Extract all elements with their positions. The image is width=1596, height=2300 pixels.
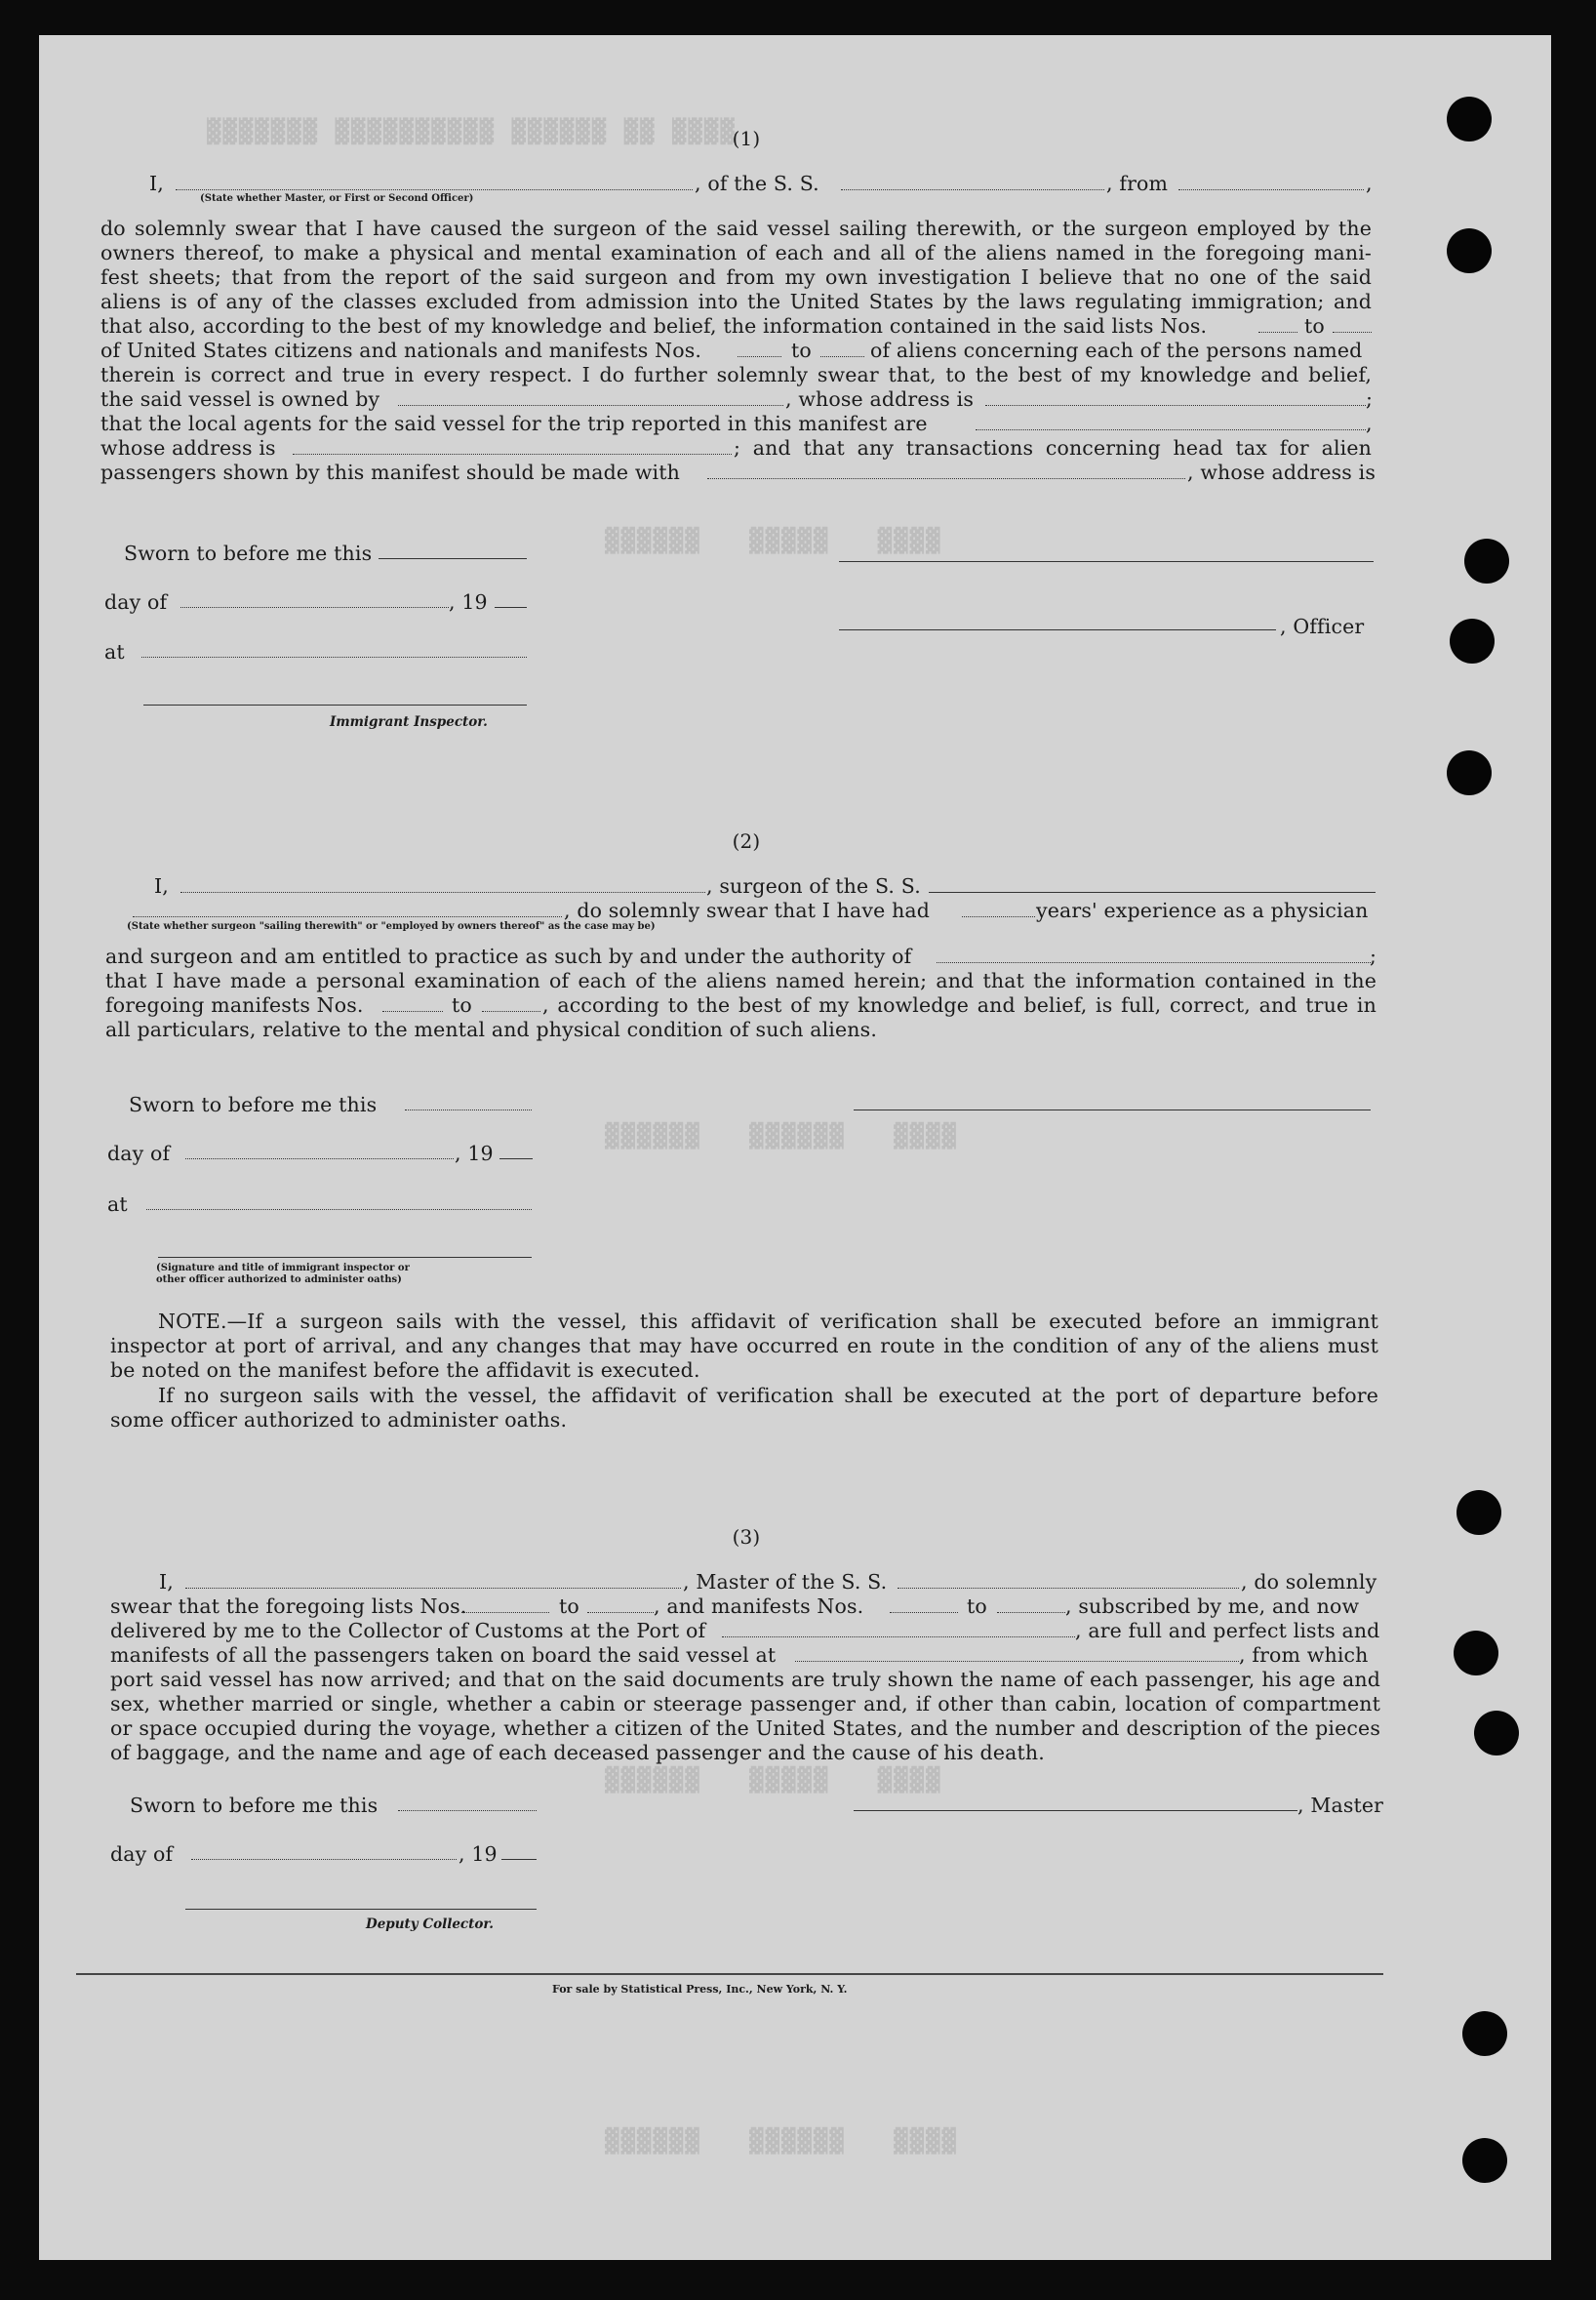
s1-head-tax-label: passengers shown by this manifest should be made with bbox=[100, 461, 680, 484]
s1-paragraph-line: do solemnly swear that I have caused the surgeon of the said vessel sailing therewith, or the surgeon employed by the bbox=[100, 217, 1372, 240]
s1-sworn-date-field[interactable] bbox=[379, 558, 527, 559]
s3-lists-to-field[interactable] bbox=[587, 1612, 654, 1613]
s1-ss-label: , of the S. S. bbox=[695, 172, 819, 195]
s2-ss-label: , surgeon of the S. S. bbox=[706, 874, 921, 898]
s3-port-label: delivered by me to the Collector of Customs at the Port of bbox=[110, 1619, 706, 1642]
s1-vessel-field[interactable] bbox=[841, 189, 1104, 190]
s3-master-signature-line[interactable] bbox=[854, 1810, 1297, 1811]
s1-from-label: , from bbox=[1106, 172, 1169, 195]
s3-from-which-label: , from which bbox=[1239, 1643, 1369, 1667]
s1-from-field[interactable] bbox=[1178, 189, 1364, 190]
s1-semicolon: ; bbox=[1366, 387, 1374, 411]
s3-to-label: to bbox=[559, 1594, 579, 1618]
s1-agents-label: that the local agents for the said vessel for the trip reported in this manifest are bbox=[100, 412, 928, 435]
s3-collector-signature-line[interactable] bbox=[185, 1909, 537, 1910]
punch-hole bbox=[1464, 539, 1509, 584]
s2-experience-label: years' experience as a physician bbox=[1036, 899, 1369, 922]
s1-at-label: at bbox=[104, 640, 125, 664]
s1-owner-field[interactable] bbox=[398, 405, 783, 406]
s2-to-label: to bbox=[452, 993, 472, 1017]
s2-paragraph-line: that I have made a personal examination of each of the aliens named herein; and that the information contained in the bbox=[105, 969, 1377, 992]
s2-note-line: inspector at port of arrival, and any changes that may have occurred en route in the condition of any of the aliens must bbox=[110, 1334, 1378, 1357]
s1-head-tax-address-label: , whose address is bbox=[1187, 461, 1377, 484]
s3-subscribed-label: , subscribed by me, and now bbox=[1065, 1594, 1360, 1618]
s3-year-field[interactable] bbox=[501, 1859, 537, 1860]
s1-officer-caption: (State whether Master, or First or Second Officer) bbox=[200, 193, 474, 204]
s1-paragraph-line: that also, according to the best of my knowledge and belief, the information contained in the said lists Nos. bbox=[100, 314, 1208, 338]
s2-signature-caption: (Signature and title of immigrant inspector or bbox=[156, 1263, 410, 1273]
s3-paragraph-line: or space occupied during the voyage, whether a citizen of the United States, and the number and description of the pieces bbox=[110, 1716, 1380, 1740]
s3-master-label: , Master bbox=[1297, 1794, 1384, 1817]
s1-agents-field[interactable] bbox=[976, 429, 1366, 430]
s1-paragraph-line: of United States citizens and nationals and manifests Nos. bbox=[100, 339, 702, 362]
s1-paragraph-line: aliens is of any of the classes excluded from admission into the United States by the laws regulating immigration; and bbox=[100, 290, 1372, 313]
s3-i-label: I, bbox=[159, 1570, 174, 1594]
s1-officer-label: , Officer bbox=[1280, 615, 1365, 638]
s3-lists-label: swear that the foregoing lists Nos. bbox=[110, 1594, 467, 1618]
s3-embarked-label: manifests of all the passengers taken on board the said vessel at bbox=[110, 1643, 777, 1667]
bleed-through-text: ▓▓▓▓▓▓ ▓▓▓▓▓▓ ▓▓▓▓ bbox=[605, 2127, 958, 2155]
s3-sworn-label: Sworn to before me this bbox=[130, 1794, 379, 1817]
s1-to-label: to bbox=[791, 339, 812, 362]
s1-comma: , bbox=[1366, 172, 1373, 195]
s3-to-label: to bbox=[967, 1594, 987, 1618]
s1-day-field[interactable] bbox=[180, 607, 449, 608]
s2-year-label: , 19 bbox=[455, 1142, 494, 1165]
s2-at-field[interactable] bbox=[146, 1209, 532, 1210]
s2-signature-caption: other officer authorized to administer oaths) bbox=[156, 1274, 402, 1285]
s3-paragraph-line: sex, whether married or single, whether a cabin or steerage passenger and, if other than cabin, location of compartment bbox=[110, 1692, 1380, 1715]
s3-day-field[interactable] bbox=[191, 1859, 457, 1860]
s3-lists-from-field[interactable] bbox=[461, 1612, 549, 1613]
s1-year-label: , 19 bbox=[449, 590, 488, 614]
s1-paragraph-line: of aliens concerning each of the persons named bbox=[870, 339, 1363, 362]
s1-paragraph-line: fest sheets; that from the report of the said surgeon and from my own investigation I believe that no one of the said bbox=[100, 265, 1372, 289]
s3-paragraph-line: of baggage, and the name and age of each deceased passenger and the cause of his death. bbox=[110, 1741, 1045, 1764]
s2-paragraph-line: , according to the best of my knowledge and belief, is full, correct, and true in bbox=[542, 993, 1377, 1017]
s1-owner-address-field[interactable] bbox=[985, 405, 1366, 406]
s3-sworn-date-field[interactable] bbox=[398, 1810, 537, 1811]
s1-lists-from-field[interactable] bbox=[1258, 332, 1297, 333]
s2-note-line: NOTE.—If a surgeon sails with the vessel, this affidavit of verification shall be executed before an immigrant bbox=[158, 1310, 1378, 1333]
s3-manifests-to-field[interactable] bbox=[997, 1612, 1065, 1613]
s2-sworn-label: Sworn to before me this bbox=[129, 1093, 378, 1116]
s1-day-of-label: day of bbox=[104, 590, 168, 614]
s1-year-field[interactable] bbox=[495, 607, 527, 608]
s3-day-of-label: day of bbox=[110, 1842, 174, 1866]
s1-inspector-caption: Immigrant Inspector. bbox=[330, 714, 488, 730]
bleed-through-text: ▓▓▓▓▓▓ ▓▓▓▓▓▓ ▓▓▓▓ bbox=[605, 1122, 958, 1150]
s3-paragraph-line: , are full and perfect lists and bbox=[1075, 1619, 1380, 1642]
s1-paragraph-line: therein is correct and true in every respect. I do further solemnly swear that, to the best of my knowledge and belief, bbox=[100, 363, 1372, 386]
s1-officer-field[interactable] bbox=[176, 189, 693, 190]
punch-hole bbox=[1454, 1631, 1498, 1675]
s2-inspector-signature-line[interactable] bbox=[158, 1257, 532, 1258]
s1-paragraph-line: owners thereof, to make a physical and mental examination of each and all of the aliens named in the foregoing mani- bbox=[100, 241, 1372, 264]
s1-head-tax-field[interactable] bbox=[707, 478, 1185, 479]
s2-i-label: I, bbox=[154, 874, 169, 898]
s2-manifests-to-field[interactable] bbox=[482, 1011, 540, 1012]
s3-manifests-label: , and manifests Nos. bbox=[654, 1594, 864, 1618]
s3-master-field[interactable] bbox=[185, 1588, 681, 1589]
s2-authority-label: and surgeon and am entitled to practice as such by and under the authority of bbox=[105, 945, 912, 968]
s1-agents-address-field[interactable] bbox=[293, 454, 732, 455]
s1-inspector-signature-line[interactable] bbox=[143, 705, 527, 706]
s2-note-line: be noted on the manifest before the affidavit is executed. bbox=[110, 1358, 700, 1382]
s2-manifests-from-field[interactable] bbox=[382, 1011, 443, 1012]
section-3-number: (3) bbox=[732, 1525, 761, 1549]
s3-manifests-from-field[interactable] bbox=[890, 1612, 958, 1613]
s1-manifests-from-field[interactable] bbox=[738, 356, 781, 357]
punch-hole bbox=[1447, 228, 1492, 273]
s3-embarked-field[interactable] bbox=[795, 1661, 1239, 1662]
s1-paragraph-line: ; and that any transactions concerning head tax for alien bbox=[734, 436, 1372, 460]
s1-owner-address-label: , whose address is bbox=[785, 387, 975, 411]
bleed-through-text: ▓▓▓▓▓▓ ▓▓▓▓▓ ▓▓▓▓ bbox=[605, 1766, 942, 1794]
s2-note-line: If no surgeon sails with the vessel, the affidavit of verification shall be executed at the port of departure before bbox=[158, 1384, 1378, 1407]
section-2-number: (2) bbox=[732, 829, 761, 853]
s2-at-label: at bbox=[107, 1192, 128, 1216]
punch-hole bbox=[1450, 619, 1495, 664]
footer-rule bbox=[76, 1973, 1383, 1975]
s2-surgeon-field[interactable] bbox=[180, 892, 705, 893]
s2-day-field[interactable] bbox=[185, 1158, 454, 1159]
s2-manifests-label: foregoing manifests Nos. bbox=[105, 993, 364, 1017]
s2-day-of-label: day of bbox=[107, 1142, 171, 1165]
s1-comma: , bbox=[1366, 412, 1373, 435]
bleed-through-text: ▓▓▓▓▓▓ ▓▓▓▓▓ ▓▓▓▓ bbox=[605, 527, 942, 554]
s1-manifests-to-field[interactable] bbox=[820, 356, 864, 357]
punch-hole bbox=[1447, 750, 1492, 795]
printer-imprint: For sale by Statistical Press, Inc., New York, N. Y. bbox=[552, 1983, 848, 1996]
punch-hole bbox=[1456, 1490, 1501, 1535]
s3-port-field[interactable] bbox=[722, 1636, 1075, 1637]
bleed-through-text: ▓▓▓▓ ▓▓ ▓▓▓▓▓▓ ▓▓▓▓▓▓▓▓▓▓ ▓▓▓▓▓▓▓ bbox=[205, 117, 735, 144]
punch-hole bbox=[1447, 97, 1492, 141]
s2-paragraph-line: all particulars, relative to the mental and physical condition of such aliens. bbox=[105, 1018, 877, 1041]
s1-officer-signature-line[interactable] bbox=[839, 561, 1374, 562]
s2-vessel-field[interactable] bbox=[929, 892, 1376, 893]
s1-i-label: I, bbox=[149, 172, 164, 195]
punch-hole bbox=[1474, 1711, 1519, 1755]
s1-officer-name-line[interactable] bbox=[839, 629, 1276, 630]
s2-swear-label: , do solemnly swear that I have had bbox=[564, 899, 931, 922]
s1-owned-label: the said vessel is owned by bbox=[100, 387, 380, 411]
s1-at-field[interactable] bbox=[141, 657, 527, 658]
punch-hole bbox=[1462, 2011, 1507, 2056]
s2-semicolon: ; bbox=[1370, 945, 1377, 968]
s2-authority-field[interactable] bbox=[937, 962, 1371, 963]
s2-surgeon-caption: (State whether surgeon "sailing therewith" or "employed by owners thereof" as the case may be) bbox=[127, 921, 656, 932]
s3-year-label: , 19 bbox=[459, 1842, 498, 1866]
s2-note-line: some officer authorized to administer oaths. bbox=[110, 1408, 568, 1432]
s1-sworn-label: Sworn to before me this bbox=[124, 542, 373, 565]
s1-lists-to-field[interactable] bbox=[1333, 332, 1372, 333]
s3-vessel-field[interactable] bbox=[898, 1588, 1239, 1589]
s3-ss-label: , Master of the S. S. bbox=[683, 1570, 888, 1594]
s1-agents-address-label: whose address is bbox=[100, 436, 276, 460]
s3-collector-caption: Deputy Collector. bbox=[366, 1917, 494, 1932]
s2-surgeon-type-field[interactable] bbox=[133, 916, 562, 917]
section-1-number: (1) bbox=[732, 127, 761, 150]
s1-to-label: to bbox=[1304, 314, 1325, 338]
s2-years-field[interactable] bbox=[962, 916, 1035, 917]
punch-hole bbox=[1462, 2138, 1507, 2183]
s3-paragraph-line: port said vessel has now arrived; and that on the said documents are truly shown the name of each passenger, his age and bbox=[110, 1668, 1380, 1691]
s2-year-field[interactable] bbox=[499, 1158, 533, 1159]
s3-solemnly-label: , do solemnly bbox=[1241, 1570, 1377, 1594]
